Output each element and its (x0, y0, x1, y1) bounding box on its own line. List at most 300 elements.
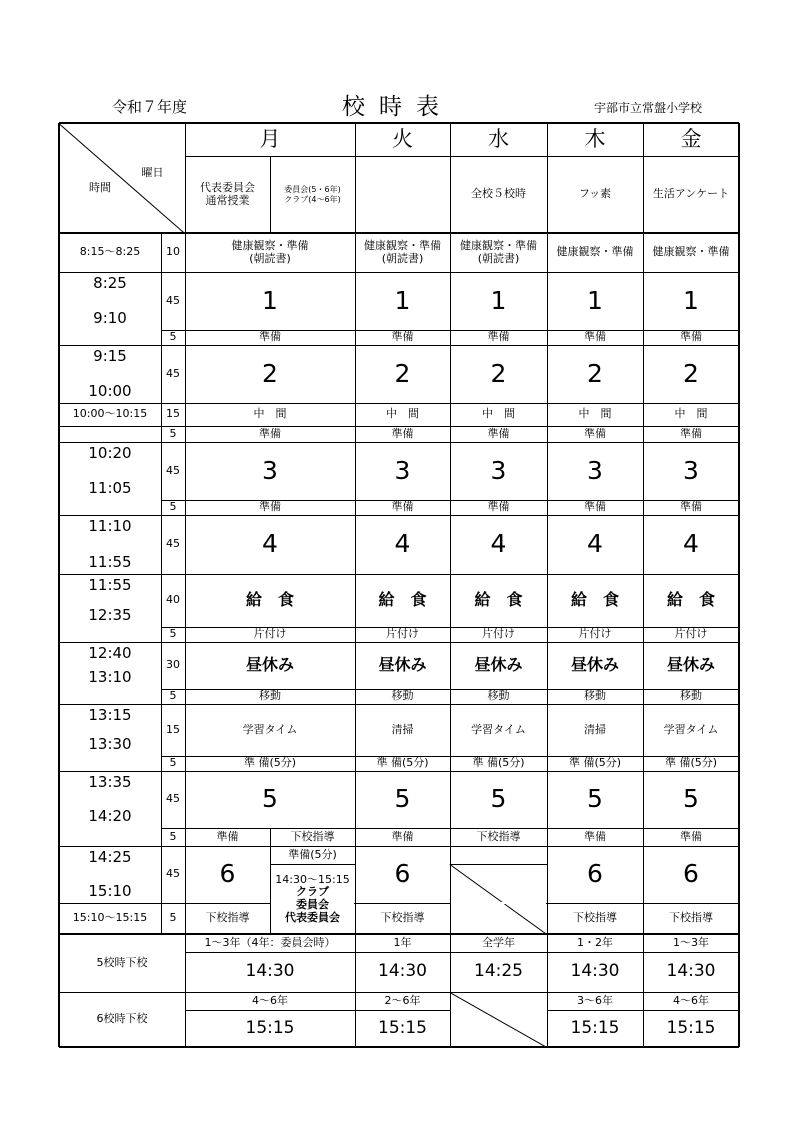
time-text: 14:20 (88, 806, 132, 825)
minutes-cell (161, 642, 185, 689)
time-hiru (59, 642, 161, 689)
cell-text: 5 (262, 784, 278, 814)
jb2-cell (547, 426, 643, 442)
chukan-cell (547, 403, 643, 426)
time-text: 13:10 (88, 667, 132, 686)
time-text: 10:00 (88, 381, 132, 400)
dismiss5-time (547, 952, 643, 992)
time-chukan (59, 403, 161, 426)
time-text: 11:55 (88, 552, 132, 571)
jb4-cell (547, 756, 643, 771)
time-gekou6 (59, 903, 161, 934)
cell-text: 1 (490, 285, 507, 315)
cell-text: 6 (587, 859, 603, 889)
time-text: 13:30 (88, 734, 132, 753)
cell-text: 2 (394, 358, 411, 388)
school-name: 宇部市立常盤小学校 (594, 101, 703, 115)
cell-text: 下校指導 (290, 829, 335, 843)
chukan-cell (450, 403, 547, 426)
p6-mon-a (185, 846, 270, 903)
cell-text: 準備 (259, 330, 281, 344)
gekou6-cell (547, 903, 643, 934)
cell-text: 45 (166, 293, 180, 307)
cell-text: 5 (169, 756, 177, 770)
cell-text: 月 (259, 127, 281, 152)
cell-text: 準備 (391, 829, 414, 843)
cell-text: 2 (587, 358, 603, 388)
p1-cell (547, 272, 643, 330)
jb2-cell (185, 426, 355, 442)
cell-text: 4 (394, 529, 411, 559)
time-text: 15:10 (88, 881, 132, 900)
grid-line (547, 1010, 739, 1011)
day-header-4 (643, 123, 739, 156)
cell-text: 通常授業 (205, 193, 250, 207)
grid-line (185, 1010, 450, 1011)
p1-cell (355, 272, 450, 330)
grid-line (59, 704, 161, 705)
cell-text: 全学年 (482, 935, 515, 949)
hiru-cell (185, 642, 355, 689)
grid-line (161, 515, 739, 516)
page-title: 校時表 (342, 94, 453, 120)
jb1-cell (355, 330, 450, 345)
outer-bottom (59, 1046, 739, 1048)
p3-cell (450, 442, 547, 500)
dismiss6-label (59, 992, 185, 1047)
cell-text: 3 (490, 455, 507, 485)
cell-text: 14:30 (378, 961, 427, 982)
time-p4 (59, 515, 161, 574)
ido-cell (450, 689, 547, 704)
cell-text: 準備 (584, 330, 606, 344)
cell-text: 2〜6年 (384, 993, 421, 1007)
cell-text: 45 (166, 867, 180, 881)
cell-text: 1 (587, 285, 603, 315)
time-text: 9:15 (93, 347, 127, 365)
grid-line (59, 403, 161, 404)
jb2-cell (643, 426, 739, 442)
jb4-cell (185, 756, 355, 771)
grid-line (450, 123, 451, 1047)
cell-text: 移動 (680, 689, 702, 703)
grid-line (161, 828, 739, 829)
corner-jikan (72, 176, 128, 200)
p4-cell (185, 515, 355, 574)
time-text: 13:35 (88, 773, 132, 791)
ido-cell (547, 689, 643, 704)
cell-text: 学習タイム (242, 722, 298, 736)
cell-text: 昼休み (474, 655, 523, 675)
cell-text: 給 食 (378, 590, 427, 610)
p4-cell (643, 515, 739, 574)
cell-text: 準備 (680, 426, 702, 440)
p2-cell (355, 345, 450, 403)
day-header-3 (547, 123, 643, 156)
cell-text: 健康観察・準備 (652, 245, 730, 259)
cell-text: 14:30〜15:15 (275, 872, 350, 886)
cell-text: 片付け (482, 627, 515, 641)
note-wed (450, 156, 547, 233)
cell-text: 5 (169, 911, 177, 925)
note-fri (643, 156, 739, 233)
cell-text: 移動 (391, 689, 414, 703)
minutes-cell (161, 574, 185, 627)
dismiss5-time (450, 952, 547, 992)
cell-text: クラブ(4〜6年) (284, 194, 341, 204)
grid-line (161, 903, 739, 904)
cell-text: 昼休み (378, 655, 427, 675)
cell-text: 5校時下校 (96, 955, 148, 969)
cell-text: 準備 (391, 330, 414, 344)
dismiss5-time (355, 952, 450, 992)
cell-text: 生活アンケート (652, 187, 730, 201)
cell-text: 準 備(5分) (664, 756, 718, 770)
time-p6 (59, 846, 161, 903)
cell-text: 準備 (259, 426, 281, 440)
minutes-cell (161, 442, 185, 500)
year-label: 令和７年度 (112, 98, 188, 116)
day-header-1 (355, 123, 450, 156)
grid-line (59, 846, 161, 847)
dismiss6-time (547, 1010, 643, 1047)
grid-line (161, 330, 739, 331)
cell-text: 2 (490, 358, 507, 388)
dismiss5-grade (547, 934, 643, 952)
cell-text: 3 (683, 455, 699, 485)
outer-top (59, 122, 739, 124)
cell-text: 火 (392, 127, 413, 152)
cell-text: 片付け (578, 627, 612, 641)
grid-line (59, 992, 739, 993)
cell-text: 2 (262, 358, 278, 388)
ido-cell (185, 689, 355, 704)
kenko-cell (355, 233, 450, 272)
cell-text: 準備 (680, 829, 702, 843)
dismiss6-time (185, 1010, 355, 1047)
grid-line (161, 272, 739, 273)
chukan-cell (355, 403, 450, 426)
cell-text: 下校指導 (380, 911, 425, 925)
cell-text: 曜日 (141, 165, 164, 179)
kyushoku-cell (643, 574, 739, 627)
cell-text: 5 (169, 829, 177, 843)
p4-cell (547, 515, 643, 574)
cell-text: 準備 (680, 330, 702, 344)
cell-text: 健康観察・準備 (556, 245, 634, 259)
cell-text: 健康観察・準備 (364, 238, 441, 252)
cell-text: 学習タイム (471, 722, 526, 736)
grid-line (59, 272, 161, 273)
cell-text: 3 (394, 455, 411, 485)
cell-text: 時間 (89, 180, 111, 194)
cell-text: 15:10〜15:15 (72, 911, 148, 925)
dismiss5-grade (450, 934, 547, 952)
cell-text: 3〜6年 (577, 993, 613, 1007)
grid-line (161, 642, 739, 643)
gakushu-cell (450, 704, 547, 756)
cell-text: (朝読書) (249, 251, 291, 265)
jb3-cell (643, 500, 739, 515)
minutes-cell (161, 704, 185, 756)
katazuke-cell (547, 627, 643, 642)
katazuke-cell (355, 627, 450, 642)
r5-mon-b (270, 828, 355, 846)
cell-text: 1 (683, 285, 699, 315)
cell-text: 4 (683, 529, 699, 559)
cell-text: 1年 (393, 935, 412, 949)
grid-line (59, 933, 739, 935)
cell-text: 下校指導 (205, 911, 250, 925)
cell-text: 15 (166, 722, 180, 736)
p1-cell (185, 272, 355, 330)
kenko-cell (643, 233, 739, 272)
ido-cell (643, 689, 739, 704)
cell-text: 準備 (391, 426, 414, 440)
p2-cell (450, 345, 547, 403)
dismiss6-grade (643, 992, 739, 1010)
cell-text: 1〜3年 (673, 935, 709, 949)
minutes-cell (161, 689, 185, 704)
cell-text: 給 食 (245, 590, 294, 610)
r5-wed (450, 828, 547, 846)
grid-line (161, 704, 739, 705)
cell-text: 5 (169, 330, 177, 344)
line-mask (451, 902, 546, 904)
minutes-cell (161, 233, 185, 272)
chukan-cell (185, 403, 355, 426)
dismiss5-label (59, 934, 185, 992)
kyushoku-cell (450, 574, 547, 627)
jb1-cell (185, 330, 355, 345)
cell-text: 準備 (216, 829, 239, 843)
time-text: 11:55 (88, 576, 132, 594)
cell-text: 15:15 (570, 1017, 620, 1038)
kenko-cell (185, 233, 355, 272)
cell-text: 準備 (487, 330, 510, 344)
time-gakushu (59, 704, 161, 756)
grid-line (59, 426, 161, 427)
r5-mon-a (185, 828, 270, 846)
cell-text: 準備 (487, 426, 510, 440)
cell-text: 昼休み (245, 655, 294, 675)
grid-line (161, 627, 739, 628)
cell-text: 30 (166, 658, 180, 672)
cell-text: 2 (683, 358, 699, 388)
cell-text: 清掃 (584, 722, 606, 736)
cell-text: 移動 (259, 689, 281, 703)
grid-line (161, 442, 739, 443)
minutes-cell (161, 756, 185, 771)
cell-text: 14:30 (570, 961, 620, 982)
dismiss5-grade (185, 934, 355, 952)
p5-cell (185, 771, 355, 828)
cell-text: 給 食 (570, 590, 619, 610)
dismiss6-grade (185, 992, 355, 1010)
cell-text: 片付け (253, 627, 287, 641)
cell-text: 健康観察・準備 (460, 238, 537, 252)
grid-line (161, 756, 739, 757)
cell-text: 水 (488, 127, 509, 152)
p6-fri (643, 846, 739, 903)
p6-tue (355, 846, 450, 903)
kenko-cell (547, 233, 643, 272)
cell-text: 清掃 (391, 722, 414, 736)
cell-text: 5 (169, 500, 177, 514)
time-text: 11:05 (88, 478, 132, 497)
p5-cell (355, 771, 450, 828)
day-header-2 (450, 123, 547, 156)
grid-line (59, 574, 161, 575)
cell-text: 学習タイム (663, 722, 719, 736)
grid-line (161, 500, 739, 501)
cell-text: 中 間 (253, 407, 287, 421)
note-thu (547, 156, 643, 233)
day-header-0 (185, 123, 355, 156)
cell-text: 準備 (584, 500, 606, 514)
dismiss5-time (643, 952, 739, 992)
grid-line (59, 642, 161, 643)
kenko-cell (450, 233, 547, 272)
cell-text: 準 備(5分) (472, 756, 525, 770)
cell-text: 準 備(5分) (243, 756, 297, 770)
time-kenko (59, 233, 161, 272)
dismiss5-grade (355, 934, 450, 952)
cell-text: 10:00〜10:15 (72, 407, 148, 421)
jb4-cell (643, 756, 739, 771)
cell-text: 下校指導 (573, 911, 617, 925)
minutes-cell (161, 272, 185, 330)
jb3-cell (185, 500, 355, 515)
cell-text: 準 備(5分) (376, 756, 429, 770)
grid-line (161, 574, 739, 575)
cell-text: 1 (262, 285, 278, 315)
time-p1 (59, 272, 161, 330)
grid-line (161, 403, 739, 404)
p3-cell (547, 442, 643, 500)
cell-text: 木 (584, 127, 606, 152)
gakushu-cell (643, 704, 739, 756)
time-text: 12:40 (88, 644, 132, 662)
jb1-cell (643, 330, 739, 345)
cell-text: フッ素 (578, 187, 612, 201)
minutes-cell (161, 426, 185, 442)
time-p5 (59, 771, 161, 828)
grid-line (59, 345, 161, 346)
cell-text: 給 食 (666, 590, 715, 610)
cell-text: 40 (166, 593, 180, 607)
gekou6-cell (185, 903, 270, 934)
dismiss5-time (185, 952, 355, 992)
p4-cell (450, 515, 547, 574)
cell-text: 4 (587, 529, 603, 559)
hiru-cell (355, 642, 450, 689)
grid-line (59, 771, 161, 772)
cell-text: 準備 (584, 829, 606, 843)
cell-text: 45 (166, 366, 180, 380)
dismiss6-grade (355, 992, 450, 1010)
dismiss6-time (643, 1010, 739, 1047)
cell-text: 4〜6年 (673, 993, 709, 1007)
ido-cell (355, 689, 450, 704)
time-kyushoku (59, 574, 161, 627)
time-text: 14:25 (88, 848, 132, 866)
grid-line (185, 123, 186, 1047)
minutes-cell (161, 403, 185, 426)
p1-cell (450, 272, 547, 330)
p5-cell (547, 771, 643, 828)
cell-text: 下校指導 (476, 829, 521, 843)
cell-text: 5 (394, 784, 411, 814)
r5-thu (547, 828, 643, 846)
cell-text: 45 (166, 463, 180, 477)
time-p3 (59, 442, 161, 500)
cell-text: 3 (262, 455, 278, 485)
cell-text: 準備 (680, 500, 702, 514)
cell-text: 片付け (386, 627, 419, 641)
cell-text: 準 備(5分) (568, 756, 622, 770)
chukan-cell (643, 403, 739, 426)
cell-text: 5 (490, 784, 507, 814)
grid-line (643, 123, 644, 1047)
kyushoku-cell (547, 574, 643, 627)
cell-text: (朝読書) (477, 251, 520, 265)
minutes-cell (161, 846, 185, 903)
hiru-cell (450, 642, 547, 689)
grid-line (161, 771, 739, 772)
p3-cell (185, 442, 355, 500)
cell-text: 5 (169, 627, 177, 641)
jb4-cell (450, 756, 547, 771)
cell-text: 4 (490, 529, 507, 559)
time-p2 (59, 345, 161, 403)
cell-text: 片付け (674, 627, 708, 641)
minutes-cell (161, 500, 185, 515)
cell-text: 6校時下校 (96, 1012, 148, 1026)
r5-fri (643, 828, 739, 846)
cell-text: 14:30 (245, 961, 295, 982)
cell-text: 10 (166, 245, 180, 259)
cell-text: 5 (169, 426, 177, 440)
grid-line (161, 846, 739, 847)
grid-line (161, 345, 739, 346)
dismiss6-time (355, 1010, 450, 1047)
p2-cell (185, 345, 355, 403)
cell-text: 移動 (584, 689, 606, 703)
cell-text: 金 (680, 127, 702, 152)
cell-text: 代表委員会 (285, 910, 340, 924)
outer-right (738, 123, 740, 1047)
grid-line (59, 515, 161, 516)
time-text: 12:35 (88, 605, 132, 624)
p6-thu (547, 846, 643, 903)
cell-text: 45 (166, 537, 180, 551)
cell-text: 4〜6年 (252, 993, 288, 1007)
cell-text: 15:15 (245, 1017, 295, 1038)
cell-text: 昼休み (570, 655, 619, 675)
jb4-cell (355, 756, 450, 771)
time-text: 11:10 (88, 517, 132, 535)
time-text: 13:15 (88, 706, 132, 724)
corner-youbi (125, 160, 180, 186)
minutes-cell (161, 771, 185, 828)
cell-text: 準備 (584, 426, 606, 440)
cell-text: 14:30 (666, 961, 716, 982)
jb2-cell (450, 426, 547, 442)
time-text: 8:25 (93, 274, 127, 292)
gakushu-cell (355, 704, 450, 756)
gekou6-cell (355, 903, 450, 934)
